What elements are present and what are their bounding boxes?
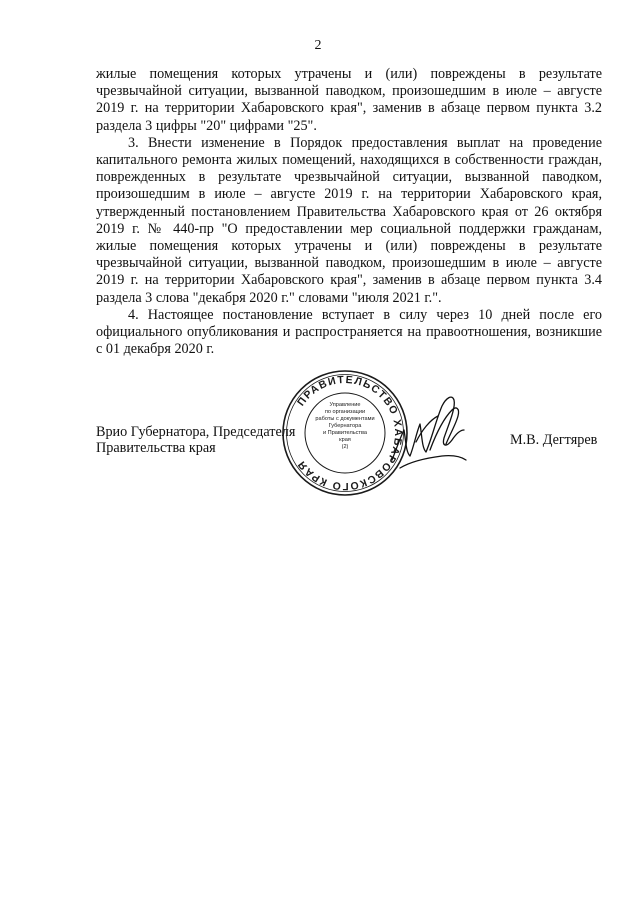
page-number: 2 <box>314 38 322 53</box>
stamp-center-line: (2) <box>341 444 349 450</box>
stamp-center-line: края <box>339 437 351 443</box>
document-body <box>96 66 602 358</box>
stamp-center-line: и Правительства <box>323 430 367 436</box>
signatory-name: М.В. Дегтярев <box>510 432 598 448</box>
signatory-position <box>96 424 295 456</box>
signatory-position-line1: Врио Губернатора, Председателя <box>96 424 296 440</box>
stamp-center-line: работы с документами <box>315 416 375 422</box>
signatory-position-line2: Правительства края <box>96 440 216 456</box>
stamp-center-line: Губернатора <box>328 423 362 429</box>
paragraph-item-3: 3. Внести изменение в Порядок предоставления выплат на проведение капитального ремонта жилых помещений, находящихся в собственности граждан, поврежденных в результате чрезвычайной ситуации, вызванной паводком, произошедшим в июле – августе 2019 г. на территории Хабаровского края, утвержденный постановлением Правительства Хабаровского края от 26 октября 2019 г. № 440-пр "О предоставлении мер социальной поддержки гражданам, жилые помещения которых утрачены и (или) повреждены в результате чрезвычайной ситуации, вызванной паводком, произошедшим в июле – августе 2019 г. на территории Хабаровского края", заменив в абзаце первом пункта 3.4 раздела 3 слова "декабря 2020 г." словами "июля 2021 г.". <box>96 134 602 306</box>
handwritten-signature <box>386 390 470 476</box>
paragraph-continuation: жилые помещения которых утрачены и (или) повреждены в результате чрезвычайной ситуации, вызванной паводком, произошедшим в июле – августе 2019 г. на территории Хабаровского края", заменив в абзаце первом пункта 3.2 раздела 3 цифры "20" цифрами "25". <box>96 66 602 134</box>
paragraph-item-4: 4. Настоящее постановление вступает в силу через 10 дней после его официального опубликования и распространяется на правоотношения, возникшие с 01 декабря 2020 г. <box>96 306 602 358</box>
stamp-ring-text: ПРАВИТЕЛЬСТВО ХАБАРОВСКОГО КРАЯ <box>295 373 405 493</box>
stamp-center-line: по организации <box>324 409 366 415</box>
stamp-center-line: Управление <box>329 402 361 408</box>
